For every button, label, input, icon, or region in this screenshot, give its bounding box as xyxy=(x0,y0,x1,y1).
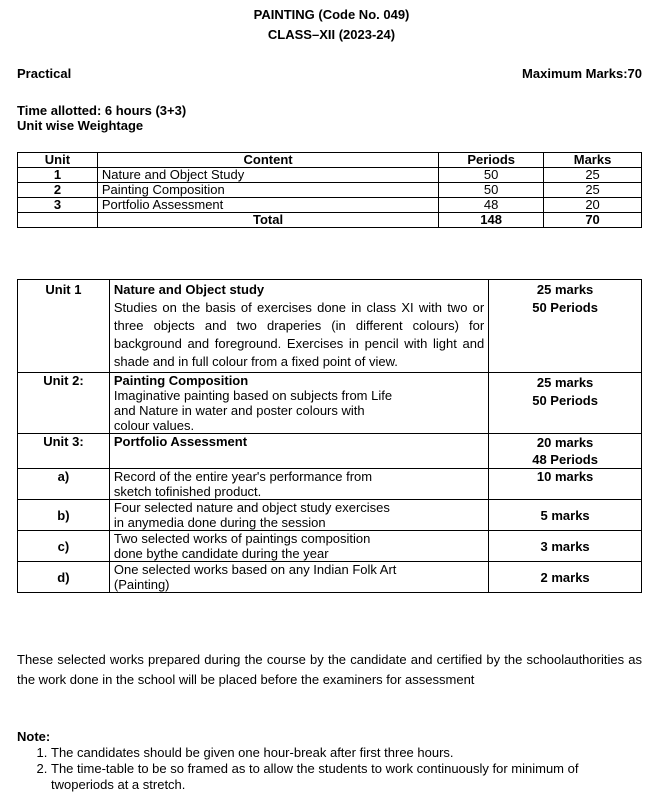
unit-detail-table xyxy=(17,279,642,593)
table-row xyxy=(18,562,642,593)
subitem-content xyxy=(109,500,488,531)
unit2-body-line: Imaginative painting based on subjects from Life xyxy=(113,388,393,403)
total-marks: 70 xyxy=(544,213,642,228)
cell-periods: 50 xyxy=(439,183,544,198)
unit1-title: Nature and Object study xyxy=(113,282,265,297)
unit2-marks-cell xyxy=(489,373,642,434)
unit2-body-line: colour values. xyxy=(113,418,195,433)
cell-unit: 1 xyxy=(18,168,98,183)
cell-empty xyxy=(18,213,98,228)
col-header-periods: Periods xyxy=(439,153,544,168)
subitem-marks: 2 marks xyxy=(489,562,642,593)
practical-label: Practical xyxy=(17,66,72,81)
subitem-content xyxy=(109,531,488,562)
unit2-title: Painting Composition xyxy=(113,373,249,388)
max-marks: Maximum Marks:70 xyxy=(522,66,642,81)
table-row xyxy=(18,469,642,500)
unit3-marks: 20 marks xyxy=(536,435,594,450)
subitem-content xyxy=(109,562,488,593)
subitem-content xyxy=(109,469,488,500)
cell-periods: 48 xyxy=(439,198,544,213)
table-row xyxy=(18,168,642,183)
unit2-marks: 25 marks xyxy=(536,375,594,390)
cell-marks: 25 xyxy=(544,168,642,183)
table-row xyxy=(18,531,642,562)
note-item: 2. The time-table to be so framed as to allow the students to work continuously for minimum of twoperiods at a stretch. xyxy=(51,761,642,793)
unit3-row xyxy=(18,434,642,469)
unit2-body-line: and Nature in water and poster colours with xyxy=(113,403,365,418)
unit2-periods: 50 Periods xyxy=(532,393,598,408)
unit1-periods: 50 Periods xyxy=(532,300,598,315)
subitem-marks: 3 marks xyxy=(489,531,642,562)
table-row xyxy=(18,500,642,531)
table-row xyxy=(18,198,642,213)
subitem-label: a) xyxy=(18,469,110,500)
note-label: Note: xyxy=(17,729,51,744)
unit1-label: Unit 1 xyxy=(18,280,110,373)
unit1-marks-cell xyxy=(489,280,642,373)
subitem-label: c) xyxy=(18,531,110,562)
weightage-label: Unit wise Weightage xyxy=(17,118,144,133)
total-periods: 148 xyxy=(439,213,544,228)
cell-content: Portfolio Assessment xyxy=(97,198,438,213)
doc-title: PAINTING (Code No. 049) xyxy=(253,7,410,22)
cell-content: Painting Composition xyxy=(97,183,438,198)
total-label: Total xyxy=(97,213,438,228)
total-row xyxy=(18,213,642,228)
subitem-label: d) xyxy=(18,562,110,593)
cell-marks: 20 xyxy=(544,198,642,213)
col-header-content: Content xyxy=(97,153,438,168)
unit1-marks: 25 marks xyxy=(536,282,594,297)
unit3-periods: 48 Periods xyxy=(532,452,598,467)
time-allotted: Time allotted: 6 hours (3+3) xyxy=(17,103,187,118)
cell-content: Nature and Object Study xyxy=(97,168,438,183)
subitem-marks: 10 marks xyxy=(489,469,642,500)
unit1-body: Studies on the basis of exercises done in class XI with two or three objects and two draperies (in different colours) for background and foreground. Exercises in pencil with light and shade and in full colour from a fixed point of view. xyxy=(113,300,485,369)
subitem-line: done bythe candidate during the year xyxy=(113,546,329,561)
unit1-content xyxy=(109,280,488,373)
cell-unit: 3 xyxy=(18,198,98,213)
table-row xyxy=(18,183,642,198)
doc-subtitle: CLASS–XII (2023-24) xyxy=(267,27,396,42)
unit2-label: Unit 2: xyxy=(18,373,110,434)
weightage-header-row xyxy=(18,153,642,168)
col-header-unit: Unit xyxy=(18,153,98,168)
subitem-line: Two selected works of paintings composition xyxy=(113,531,371,546)
unit1-row xyxy=(18,280,642,373)
subitem-line: Four selected nature and object study exercises xyxy=(113,500,390,515)
note-list xyxy=(17,745,642,793)
unit2-row xyxy=(18,373,642,434)
subitem-line: Record of the entire year's performance from xyxy=(113,469,373,484)
cell-periods: 50 xyxy=(439,168,544,183)
subitem-label: b) xyxy=(18,500,110,531)
cell-unit: 2 xyxy=(18,183,98,198)
col-header-marks: Marks xyxy=(544,153,642,168)
subitem-line: in anymedia done during the session xyxy=(113,515,326,530)
unit2-content xyxy=(109,373,488,434)
weightage-table xyxy=(17,152,642,228)
note-item: 1. The candidates should be given one hour-break after first three hours. xyxy=(51,745,642,761)
unit3-marks-cell xyxy=(489,434,642,469)
subitem-line: One selected works based on any Indian Folk Art xyxy=(113,562,397,577)
subitem-line: sketch tofinished product. xyxy=(113,484,262,499)
unit3-label: Unit 3: xyxy=(18,434,110,469)
assessment-paragraph: These selected works prepared during the course by the candidate and certified by the schoolauthorities as the work done in the school will be placed before the examiners for assessment xyxy=(17,652,642,687)
subitem-line: (Painting) xyxy=(113,577,170,592)
cell-marks: 25 xyxy=(544,183,642,198)
unit3-title: Portfolio Assessment xyxy=(109,434,488,469)
subitem-marks: 5 marks xyxy=(489,500,642,531)
